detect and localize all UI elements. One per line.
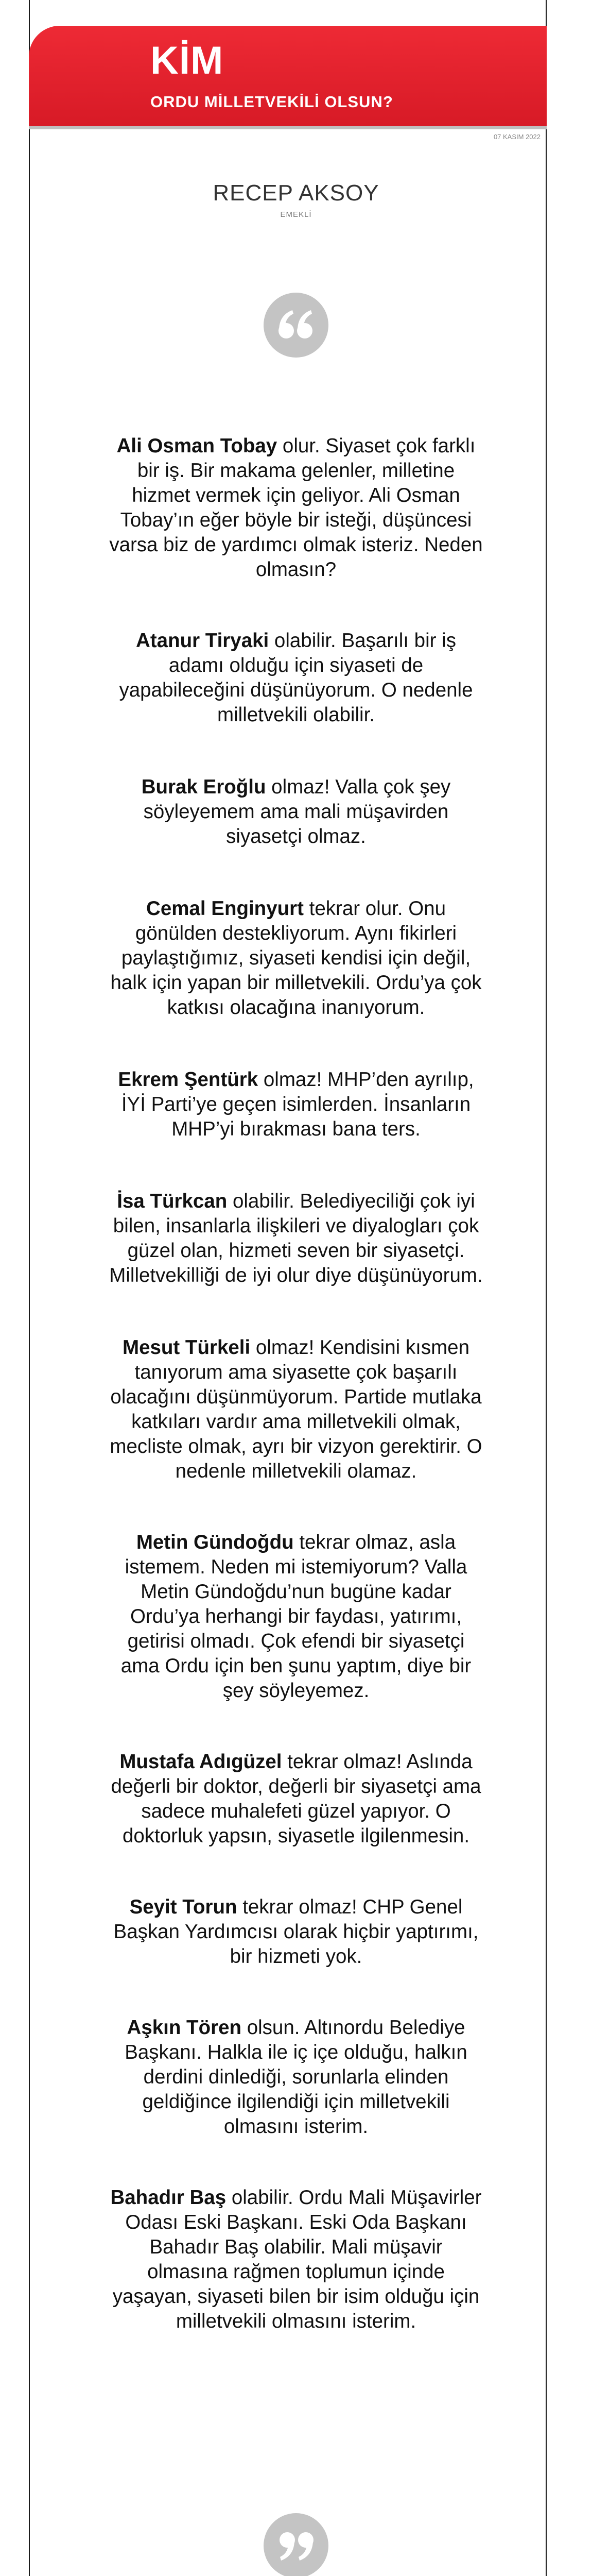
opinion-text: olsun. Altınordu Belediye Başkanı. Halkla ile iç içe olduğu, halkın derdini dinlediği, sorunlarla elinden geldiğince ilgilendiği için milletvekili olmasını isterim. bbox=[125, 2016, 467, 2138]
opinion-entry bbox=[108, 2015, 484, 2139]
opinion-entry bbox=[108, 629, 484, 727]
header-shadow bbox=[29, 126, 547, 129]
opinion-entry bbox=[108, 2185, 484, 2334]
open-quote-icon bbox=[264, 293, 328, 358]
opinion-text: olabilir. Başarılı bir iş adamı olduğu için siyaseti de yapabileceğini düşünüyorum. O nedenle milletvekili olabilir. bbox=[119, 630, 473, 726]
opinion-text: olmaz! Kendisini kısmen tanıyorum ama siyasette çok başarılı olacağını düşünmüyorum. Partide mutlaka katkıları vardır ama milletvekili olmak, mecliste olmak, ayrı bir vizyon gerektirir. O nedenle milletvekili olamaz. bbox=[110, 1336, 482, 1482]
candidate-name: Mesut Türkeli bbox=[123, 1336, 251, 1359]
opinion-entry bbox=[108, 896, 484, 1020]
close-quote-icon bbox=[264, 2513, 328, 2576]
opinion-text: tekrar olmaz! Aslında değerli bir doktor, değerli bir siyasetçi ama sadece muhalefeti güzel yapıyor. O doktorluk yapsın, siyasetle ilgilenmesin. bbox=[111, 1751, 481, 1847]
opinion-entry bbox=[108, 1895, 484, 1969]
opinion-text: tekrar olur. Onu gönülden destekliyorum. Aynı fikirleri paylaştığımız, siyaseti kendisi için değil, halk için yapan bir milletvekili. Ordu’ya çok katkısı olacağına inanıyorum. bbox=[110, 897, 482, 1019]
opinion-entry bbox=[108, 775, 484, 849]
left-frame-line bbox=[29, 0, 30, 2576]
opinion-text: tekrar olmaz! CHP Genel Başkan Yardımcısı olarak hiçbir yaptırımı, bir hizmeti yok. bbox=[113, 1896, 479, 1968]
author-role: EMEKLİ bbox=[280, 210, 312, 219]
opinion-text: olur. Siyaset çok farklı bir iş. Bir makama gelenler, milletine hizmet vermek için geliyor. Ali Osman Tobay’ın eğer böyle bir isteği, düşüncesi varsa biz de yardımcı olmak isteriz. Neden olmasın? bbox=[109, 435, 483, 581]
right-frame-line bbox=[546, 0, 547, 2576]
author-name: RECEP AKSOY bbox=[213, 180, 379, 206]
opinion-entry bbox=[108, 1189, 484, 1288]
candidate-name: Cemal Enginyurt bbox=[146, 897, 304, 920]
candidate-name: Metin Gündoğdu bbox=[136, 1531, 294, 1553]
opinion-entry bbox=[108, 1067, 484, 1142]
candidate-name: Burak Eroğlu bbox=[141, 776, 266, 798]
candidate-name: Aşkın Tören bbox=[127, 2016, 241, 2039]
opinion-entry bbox=[108, 1530, 484, 1703]
candidate-name: Mustafa Adıgüzel bbox=[119, 1751, 282, 1773]
opinion-list bbox=[108, 387, 484, 2334]
candidate-name: Atanur Tiryaki bbox=[136, 630, 269, 652]
page-subtitle: ORDU MİLLETVEKİLİ OLSUN? bbox=[150, 93, 393, 111]
candidate-name: Ekrem Şentürk bbox=[118, 1069, 258, 1091]
candidate-name: İsa Türkcan bbox=[117, 1190, 228, 1212]
opinion-text: olabilir. Belediyeciliği çok iyi bilen, insanlarla ilişkileri ve diyalogları çok güzel olan, hizmeti seven bir siyasetçi. Milletvekilliği de iyi olur diye düşünüyorum. bbox=[109, 1190, 483, 1286]
opinion-entry bbox=[108, 434, 484, 582]
opinion-entry bbox=[108, 1750, 484, 1849]
publish-date: 07 KASIM 2022 bbox=[493, 133, 541, 141]
opinion-text: olmaz! MHP’den ayrılıp, İYİ Parti’ye geçen isimlerden. İnsanların MHP’yi bırakması bana ters. bbox=[121, 1069, 474, 1140]
opinion-text: tekrar olmaz, asla istemem. Neden mi istemiyorum? Valla Metin Gündoğdu’nun bugüne kadar Ordu’ya herhangi bir faydası, yatırımı, getirisi olmadı. Çok efendi bir siyasetçi ama Ordu için ben şunu yaptım, diye bir şey söyleyemez. bbox=[120, 1531, 472, 1702]
candidate-name: Ali Osman Tobay bbox=[116, 435, 277, 457]
opinion-entry bbox=[108, 1335, 484, 1484]
opinion-text: olabilir. Ordu Mali Müşavirler Odası Eski Başkanı. Eski Oda Başkanı Bahadır Baş olabilir. Mali müşavir olmasına rağmen toplumun içinde yaşayan, siyaseti bilen bir isim olduğu için milletvekili olmasını isterim. bbox=[112, 2187, 482, 2332]
opinion-text: olmaz! Valla çok şey söyleyemem ama mali müşavirden siyasetçi olmaz. bbox=[143, 776, 451, 848]
candidate-name: Seyit Torun bbox=[129, 1896, 237, 1918]
candidate-name: Bahadır Baş bbox=[110, 2187, 227, 2209]
page-title: KİM bbox=[150, 39, 224, 82]
